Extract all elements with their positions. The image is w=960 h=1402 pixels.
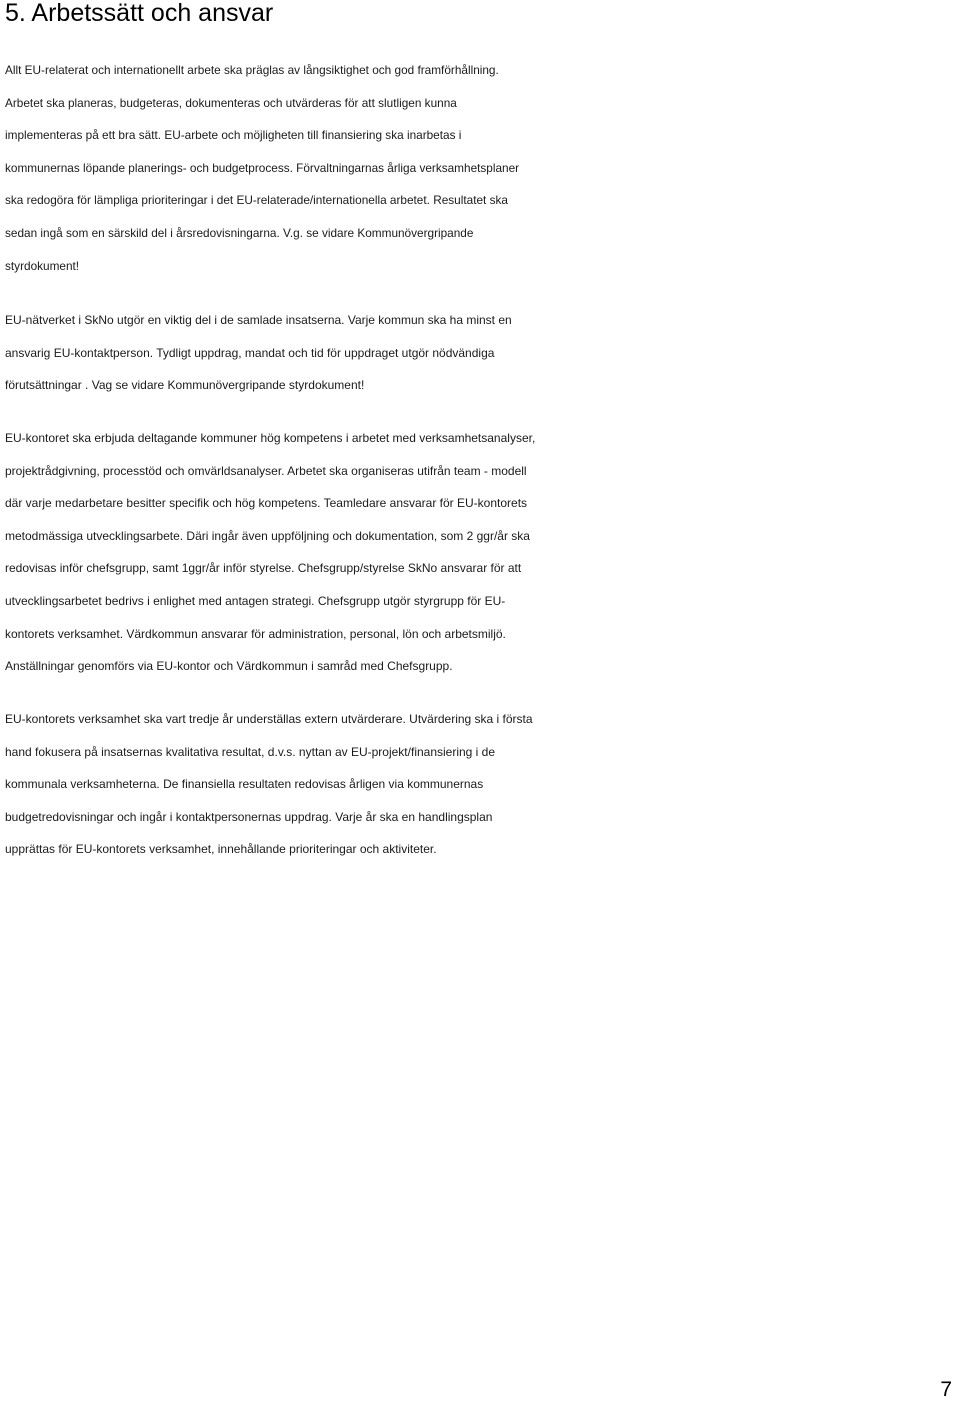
paragraph-4 (5, 703, 960, 866)
paragraph-line: där varje medarbetare besitter specifik och hög kompetens. Teamledare ansvarar för EU-kontorets (5, 496, 528, 511)
paragraph-line: ansvarig EU-kontaktperson. Tydligt uppdrag, mandat och tid för uppdraget utgör nödvändiga (5, 345, 495, 360)
paragraph-line: Allt EU-relaterat och internationellt arbete ska präglas av långsiktighet och god framförhållning. (5, 63, 499, 77)
paragraph-line: budgetredovisningar och ingår i kontaktpersonernas uppdrag. Varje år ska en handlingsplan (5, 809, 493, 824)
paragraph-line: EU-kontorets verksamhet ska vart tredje år underställas extern utvärderare. Utvärdering ska i första (5, 712, 533, 726)
page-number: 7 (940, 1378, 952, 1401)
paragraph-line: redovisas inför chefsgrupp, samt 1ggr/år inför styrelse. Chefsgrupp/styrelse SkNo ansvarar för att (5, 561, 522, 576)
paragraph-3 (5, 422, 960, 683)
paragraph-line: hand fokusera på insatsernas kvalitativa resultat, d.v.s. nyttan av EU-projekt/finansiering i de (5, 744, 496, 759)
paragraph-line: sedan ingå som en särskild del i årsredovisningarna. V.g. se vidare Kommunövergripande (5, 225, 474, 240)
paragraph-line: projektrådgivning, processtöd och omvärldsanalyser. Arbetet ska organiseras utifrån team - modell (5, 463, 527, 478)
paragraph-2 (5, 304, 960, 402)
paragraph-line: ska redogöra för lämpliga prioriteringar i det EU-relaterade/internationella arbetet. Resultatet ska (5, 193, 508, 208)
paragraph-line: implementeras på ett bra sätt. EU-arbete och möjligheten till finansiering ska inarbetas i (5, 128, 462, 143)
paragraph-line: Arbetet ska planeras, budgeteras, dokumenteras och utvärderas för att slutligen kunna (5, 95, 457, 110)
paragraph-line: kommunernas löpande planerings- och budgetprocess. Förvaltningarnas årliga verksamhetsplaner (5, 160, 520, 175)
paragraph-line: EU-nätverket i SkNo utgör en viktig del i de samlade insatserna. Varje kommun ska ha minst en (5, 313, 512, 327)
paragraph-line: upprättas för EU-kontorets verksamhet, innehållande prioriteringar och aktiviteter. (5, 842, 437, 857)
paragraph-line: kommunala verksamheterna. De finansiella resultaten redovisas årligen via kommunernas (5, 777, 484, 792)
paragraph-line: kontorets verksamhet. Värdkommun ansvarar för administration, personal, lön och arbetsmiljö. (5, 626, 506, 641)
paragraph-line: metodmässiga utvecklingsarbete. Däri ingår även uppföljning och dokumentation, som 2 ggr/år ska (5, 528, 530, 543)
section-heading: 5. Arbetssätt och ansvar (5, 0, 274, 27)
paragraph-line: EU-kontoret ska erbjuda deltagande kommuner hög kompetens i arbetet med verksamhetsanalyser, (5, 431, 536, 445)
paragraph-line: Anställningar genomförs via EU-kontor och Värdkommun i samråd med Chefsgrupp. (5, 659, 453, 674)
paragraph-line: förutsättningar . Vag se vidare Kommunövergripande styrdokument! (5, 378, 365, 393)
paragraph-1 (5, 54, 960, 282)
paragraph-line: utvecklingsarbetet bedrivs i enlighet med antagen strategi. Chefsgrupp utgör styrgrupp för EU- (5, 593, 506, 608)
paragraph-line: styrdokument! (5, 258, 80, 273)
